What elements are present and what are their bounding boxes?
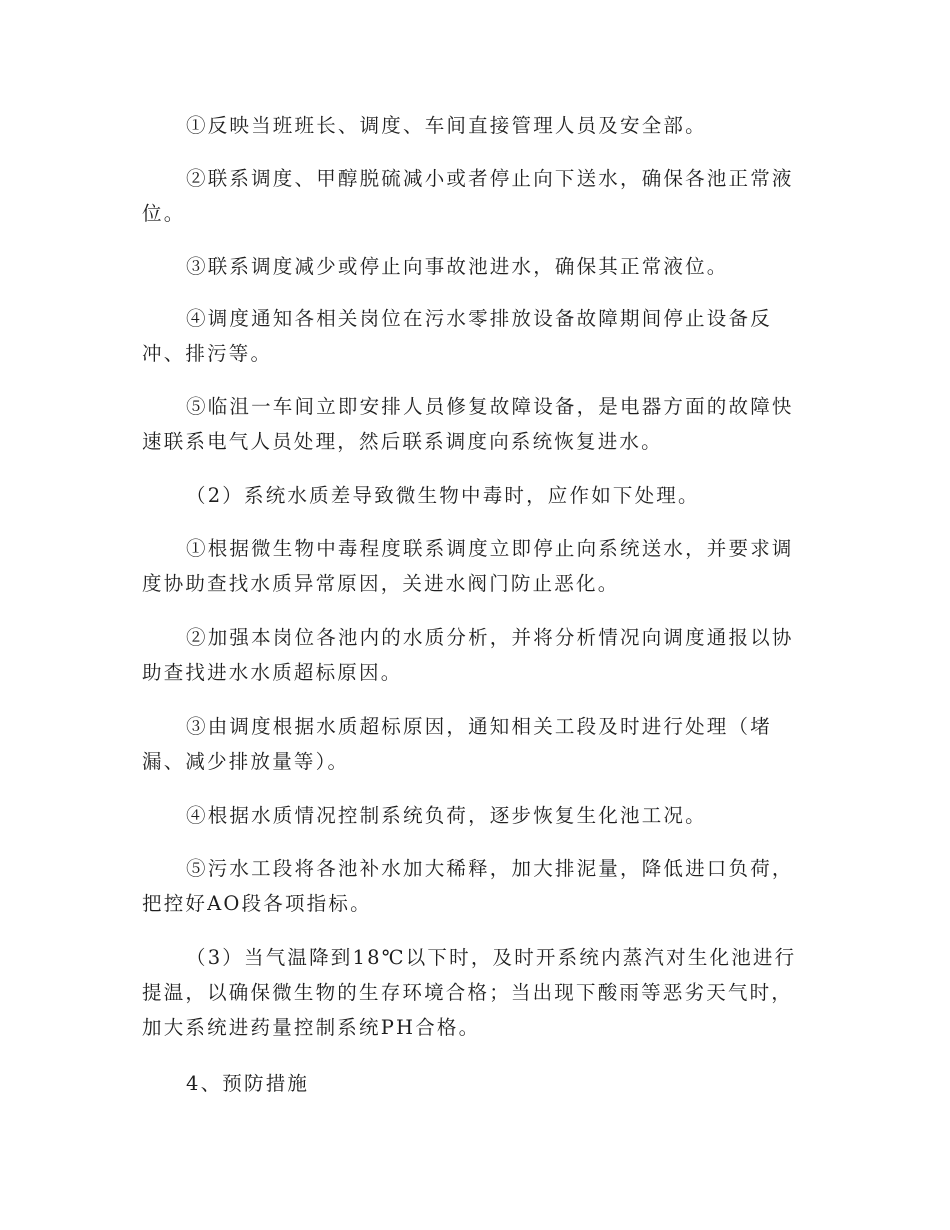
section-heading-4: 4、预防措施 xyxy=(186,1072,310,1095)
paragraph-11: ⑤污水工段将各池补水加大稀释，加大排泥量，降低进口负荷，把控好AO段各项指标。 xyxy=(142,857,794,915)
paragraph-8: ②加强本岗位各池内的水质分析，并将分析情况向调度通报以协助查找进水水质超标原因。 xyxy=(142,626,794,684)
paragraph-2: ②联系调度、甲醇脱硫减小或者停止向下送水，确保各池正常液位。 xyxy=(142,167,794,225)
paragraph-12: （3）当气温降到18℃以下时，及时开系统内蒸汽对生化池进行提温，以确保微生物的生存环境合格；当出现下酸雨等恶劣天气时，加大系统进药量控制系统PH合格。 xyxy=(142,946,797,1039)
paragraph-6: （2）系统水质差导致微生物中毒时，应作如下处理。 xyxy=(186,484,700,507)
paragraph-7: ①根据微生物中毒程度联系调度立即停止向系统送水，并要求调度协助查找水质异常原因，关进水阀门防止恶化。 xyxy=(142,537,794,595)
paragraph-4: ④调度通知各相关岗位在污水零排放设备故障期间停止设备反冲、排污等。 xyxy=(142,307,772,365)
paragraph-1: ①反映当班班长、调度、车间直接管理人员及安全部。 xyxy=(186,114,707,137)
paragraph-9: ③由调度根据水质超标原因，通知相关工段及时进行处理（堵漏、减少排放量等）。 xyxy=(142,715,772,773)
paragraph-5: ⑤临沮一车间立即安排人员修复故障设备，是电器方面的故障快速联系电气人员处理，然后联系调度向系统恢复进水。 xyxy=(142,395,794,453)
paragraph-3: ③联系调度减少或停止向事故池进水，确保其正常液位。 xyxy=(186,255,729,278)
paragraph-10: ④根据水质情况控制系统负荷，逐步恢复生化池工况。 xyxy=(186,804,707,827)
